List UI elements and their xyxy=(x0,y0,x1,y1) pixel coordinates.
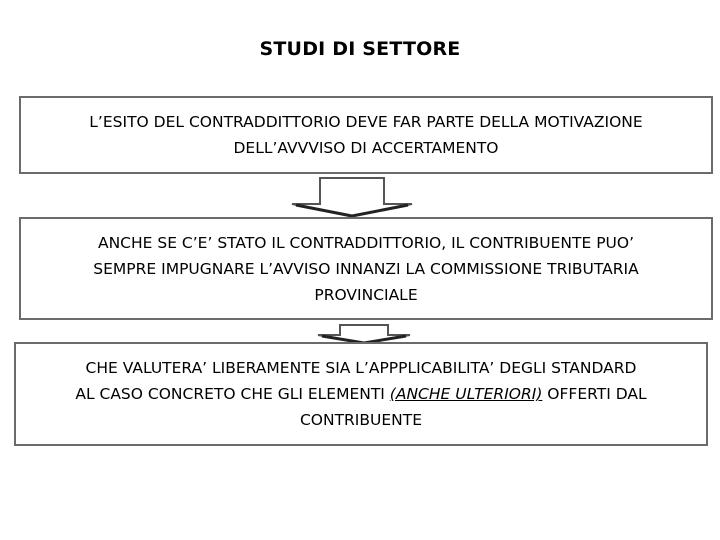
box-impugnazione xyxy=(19,217,713,320)
box3-line2-post: OFFERTI DAL xyxy=(542,385,647,403)
box3-line3: CONTRIBUENTE xyxy=(299,411,423,429)
box-valutazione xyxy=(14,342,708,446)
box3-line2-underlined: (ANCHE ULTERIORI) xyxy=(389,385,543,403)
box2-text xyxy=(87,230,644,308)
box-esito-contraddittorio xyxy=(19,96,713,174)
box2-line1: ANCHE SE C’E’ STATO IL CONTRADDITTORIO, IL CONTRIBUENTE PUO’ xyxy=(97,233,635,252)
page-title: STUDI DI SETTORE xyxy=(259,38,461,60)
box1-text xyxy=(83,109,648,161)
box3-text xyxy=(69,355,652,433)
box1-line1: L’ESITO DEL CONTRADDITTORIO DEVE FAR PARTE DELLA MOTIVAZIONE xyxy=(89,113,643,131)
box2-line3: PROVINCIALE xyxy=(314,285,418,304)
box3-line1: CHE VALUTERA’ LIBERAMENTE SIA L’APPPLICABILITA’ DEGLI STANDARD xyxy=(85,359,637,377)
box3-line2-pre: AL CASO CONCRETO CHE GLI ELEMENTI xyxy=(75,385,390,403)
arrow-down-icon xyxy=(290,176,414,218)
box1-line2: DELL’AVVVISO DI ACCERTAMENTO xyxy=(233,139,499,157)
box2-line2: SEMPRE IMPUGNARE L’AVVISO INNANZI LA COMMISSIONE TRIBUTARIA xyxy=(93,259,639,278)
